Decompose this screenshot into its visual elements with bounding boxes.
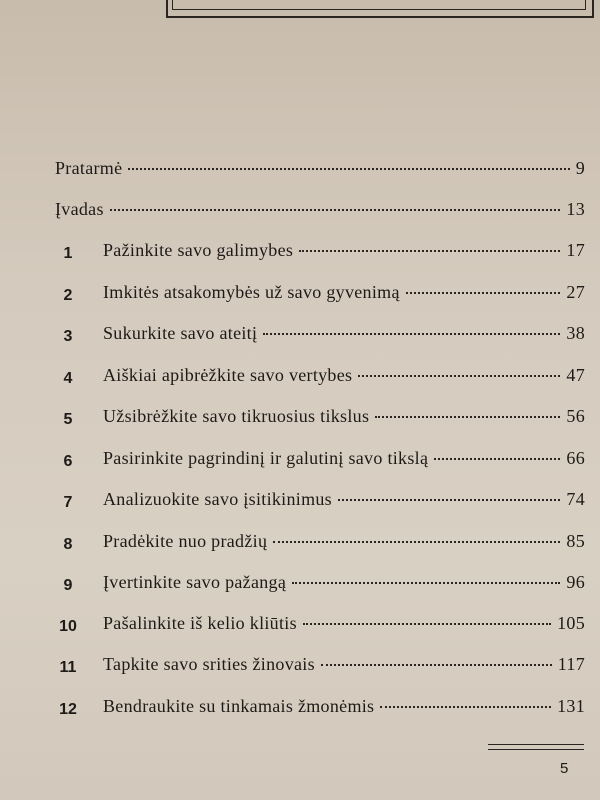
toc-row [103,406,585,436]
toc-row [55,199,585,229]
header-frame-inner [172,0,586,10]
chapter-page: 56 [566,406,585,426]
chapter-title: Pašalinkite iš kelio kliūtis [103,613,297,633]
toc-row [103,531,585,561]
toc-chapter-6 [0,448,600,478]
chapter-title: Pasirinkite pagrindinį ir galutinį savo tikslą [103,448,429,468]
chapter-title: Įvertinkite savo pažangą [103,572,287,592]
chapter-number: 7 [63,494,73,511]
page-number: 5 [560,760,569,777]
chapter-title: Imkitės atsakomybės už savo gyvenimą [103,282,400,302]
toc-row [103,613,585,643]
dot-leader [292,582,560,584]
dot-leader [375,416,560,418]
chapter-number: 12 [59,701,77,718]
chapter-page: 38 [566,323,585,343]
chapter-page: 96 [566,572,585,592]
toc-chapter-12 [0,696,600,726]
chapter-title: Pažinkite savo galimybes [103,240,294,260]
chapter-number: 1 [63,245,73,262]
chapter-number: 3 [63,328,73,345]
toc-row [103,489,585,519]
toc-chapter-1 [0,240,600,270]
dot-leader [110,209,561,211]
chapter-page: 66 [566,448,585,468]
chapter-page: 105 [557,613,585,633]
toc-row [103,365,585,395]
chapter-page: 117 [557,654,585,674]
toc-chapter-10 [0,613,600,643]
toc-chapter-5 [0,406,600,436]
toc-row [55,158,585,188]
chapter-page: 17 [566,240,585,260]
chapter-title: Tapkite savo srities žinovais [103,654,315,674]
chapter-number: 6 [63,453,73,470]
toc-chapter-3 [0,323,600,353]
toc-chapter-11 [0,654,600,684]
toc-chapter-9 [0,572,600,602]
toc-entry-title: Įvadas [55,199,104,219]
chapter-title: Pradėkite nuo pradžių [103,531,268,551]
toc-chapter-2 [0,282,600,312]
toc-chapter-7 [0,489,600,519]
dot-leader [263,333,560,335]
toc-row [103,282,585,312]
chapter-number: 11 [59,659,77,676]
dot-leader [358,375,560,377]
footer-rule-top [488,744,584,745]
chapter-title: Aiškiai apibrėžkite savo vertybes [103,365,353,385]
footer-rule-bottom [488,749,584,750]
toc-row [103,240,585,270]
toc-chapter-8 [0,531,600,561]
chapter-number: 10 [59,618,77,635]
dot-leader [406,292,561,294]
dot-leader [380,706,551,708]
toc-entry-title: Pratarmė [55,158,123,178]
toc-chapter-4 [0,365,600,395]
dot-leader [128,168,569,170]
dot-leader [338,499,560,501]
chapter-number: 4 [63,370,73,387]
dot-leader [273,541,560,543]
chapter-number: 8 [63,536,73,553]
toc-row [103,323,585,353]
toc-row [103,654,585,684]
chapter-page: 27 [566,282,585,302]
chapter-number: 2 [63,287,73,304]
chapter-page: 85 [566,531,585,551]
chapter-page: 74 [566,489,585,509]
chapter-title: Užsibrėžkite savo tikruosius tikslus [103,406,370,426]
toc-entry-page: 13 [566,199,585,219]
dot-leader [299,250,560,252]
chapter-page: 47 [566,365,585,385]
toc-entry-preface [0,158,600,188]
toc-row [103,696,585,726]
toc-row [103,448,585,478]
bleed-through-text [150,10,590,160]
toc-entry-page: 9 [575,158,585,178]
dot-leader [321,664,552,666]
chapter-title: Bendraukite su tinkamais žmonėmis [103,696,375,716]
toc-row [103,572,585,602]
chapter-number: 9 [63,577,73,594]
chapter-title: Sukurkite savo ateitį [103,323,258,343]
chapter-title: Analizuokite savo įsitikinimus [103,489,332,509]
toc-entry-introduction [0,199,600,229]
dot-leader [434,458,560,460]
chapter-page: 131 [557,696,585,716]
dot-leader [303,623,551,625]
chapter-number: 5 [63,411,73,428]
